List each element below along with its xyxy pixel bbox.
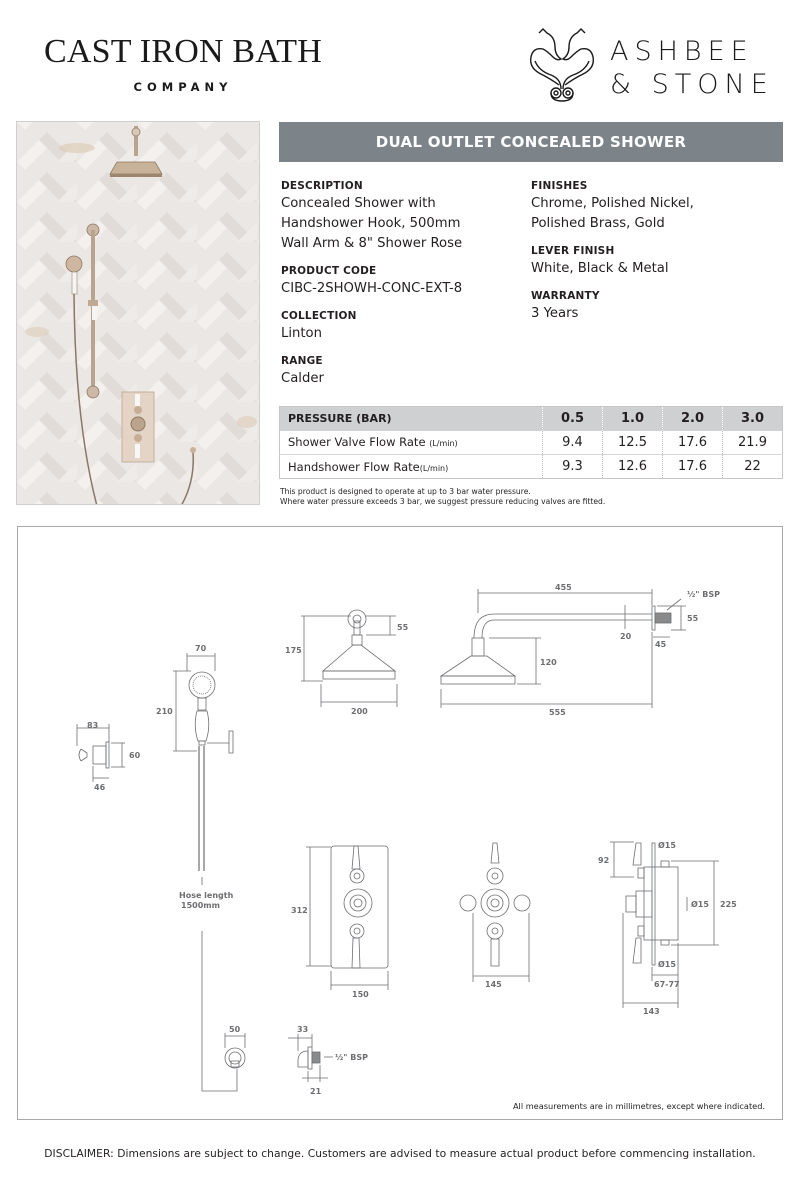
spec-description bbox=[281, 178, 521, 254]
flow-value: 21.9 bbox=[723, 431, 783, 455]
dim-plate-height: 55 bbox=[687, 614, 699, 623]
technical-diagram bbox=[17, 526, 783, 1120]
flow-value: 12.6 bbox=[603, 455, 663, 479]
dim-outlet-width: 50 bbox=[229, 1025, 241, 1034]
flow-value: 9.3 bbox=[543, 455, 603, 479]
row-label bbox=[280, 431, 543, 455]
brand-name-line1: ASHBEE bbox=[610, 36, 754, 67]
brand-name-line2: & STONE bbox=[610, 69, 774, 100]
dim-depth-range: 67-77 bbox=[654, 980, 680, 989]
specs-right bbox=[531, 178, 781, 333]
flow-value: 12.5 bbox=[603, 431, 663, 455]
dim-outlet-side-width: 33 bbox=[297, 1025, 309, 1034]
rose-side-drawing bbox=[441, 589, 686, 708]
hose-length-label: Hose length bbox=[179, 891, 234, 900]
pressure-value: 0.5 bbox=[543, 407, 603, 431]
spec-finishes bbox=[531, 178, 781, 234]
spec-label: RANGE bbox=[281, 355, 323, 367]
pressure-header-label: PRESSURE (BAR) bbox=[288, 412, 392, 426]
dim-outlet: Ø15 bbox=[691, 900, 709, 909]
dim-rose-height: 175 bbox=[285, 646, 302, 655]
row-unit: (L/min) bbox=[419, 463, 449, 473]
spec-label: WARRANTY bbox=[531, 290, 600, 302]
measurement-note: All measurements are in millimetres, except where indicated. bbox=[512, 1101, 765, 1111]
brand-title: CAST IRON BATH bbox=[44, 33, 322, 70]
pressure-note-line: This product is designed to operate at up to 3 bar water pressure. bbox=[280, 487, 531, 496]
pressure-table bbox=[279, 406, 783, 479]
dim-rose-drop: 120 bbox=[540, 658, 557, 667]
spec-lever-finish bbox=[531, 243, 781, 279]
spec-value: Linton bbox=[281, 326, 322, 341]
dim-valve-height: 225 bbox=[720, 900, 737, 909]
dim-rose-arm: 55 bbox=[397, 623, 409, 632]
spec-label: PRODUCT CODE bbox=[281, 265, 377, 277]
table-row bbox=[280, 455, 783, 479]
pressure-value: 1.0 bbox=[603, 407, 663, 431]
spec-value: Calder bbox=[281, 371, 324, 386]
flow-value: 17.6 bbox=[663, 455, 723, 479]
hook-drawing bbox=[77, 724, 125, 782]
dim-depth-total: 143 bbox=[643, 1007, 660, 1016]
dim-thread-length: 45 bbox=[655, 640, 667, 649]
valve-exposed-drawing bbox=[460, 843, 530, 982]
dim-inlet-top: Ø15 bbox=[658, 841, 676, 850]
spec-label: LEVER FINISH bbox=[531, 245, 615, 257]
dim-overall-length: 555 bbox=[549, 708, 566, 717]
dim-hook-width: 83 bbox=[87, 721, 99, 730]
spec-collection bbox=[281, 308, 521, 344]
row-label-text: Shower Valve Flow Rate bbox=[288, 435, 430, 450]
spec-range bbox=[281, 353, 521, 389]
product-title: DUAL OUTLET CONCEALED SHOWER bbox=[279, 122, 783, 162]
dim-outlet-bsp: ½" BSP bbox=[335, 1053, 368, 1062]
dim-arm-bsp: ½" BSP bbox=[687, 590, 720, 599]
dim-inlet-bottom: Ø15 bbox=[658, 960, 676, 969]
specs-left bbox=[281, 178, 521, 398]
dim-hook-depth: 46 bbox=[94, 783, 106, 792]
spec-label: DESCRIPTION bbox=[281, 180, 363, 192]
dim-arm-diameter: 20 bbox=[620, 632, 632, 641]
dim-hook-height: 60 bbox=[129, 751, 141, 760]
disclaimer: DISCLAIMER: Dimensions are subject to change. Customers are advised to measure actual product before commencing installation. bbox=[44, 1147, 756, 1160]
outlet-side-drawing bbox=[288, 1034, 333, 1082]
handshower-drawing bbox=[173, 653, 237, 1091]
spec-value: CIBC-2SHOWH-CONC-EXT-8 bbox=[281, 281, 463, 296]
spec-label: COLLECTION bbox=[281, 310, 357, 322]
dim-arm-projection: 455 bbox=[555, 583, 572, 592]
dim-rose-diameter: 200 bbox=[351, 707, 368, 716]
row-label bbox=[280, 455, 543, 479]
dim-handshower-height: 210 bbox=[156, 707, 173, 716]
valve-plate-drawing bbox=[306, 846, 388, 990]
spec-value: White, Black & Metal bbox=[531, 261, 669, 276]
hose-length-value: 1500mm bbox=[181, 901, 220, 910]
flow-value: 17.6 bbox=[663, 431, 723, 455]
pressure-note-line: Where water pressure exceeds 3 bar, we suggest pressure reducing valves are fitted. bbox=[280, 497, 606, 506]
spec-value: 3 Years bbox=[531, 306, 579, 321]
table-row bbox=[280, 431, 783, 455]
flow-value: 22 bbox=[723, 455, 783, 479]
rose-front-drawing bbox=[301, 610, 397, 707]
pressure-value: 2.0 bbox=[663, 407, 723, 431]
product-photo bbox=[16, 121, 260, 505]
brand-subtitle: COMPANY bbox=[133, 80, 233, 94]
spec-product-code bbox=[281, 263, 521, 299]
dim-outlet-thread: 21 bbox=[310, 1087, 322, 1096]
cast-iron-bath-logo bbox=[28, 34, 338, 94]
spec-label: FINISHES bbox=[531, 180, 588, 192]
spec-value: Concealed Shower with Handshower Hook, 500mm Wall Arm & 8" Shower Rose bbox=[281, 196, 463, 251]
spec-value: Chrome, Polished Nickel, Polished Brass, Gold bbox=[531, 196, 694, 231]
seahorse-pair-icon bbox=[525, 27, 599, 103]
dim-exposed-width: 145 bbox=[485, 980, 502, 989]
dim-handshower-width: 70 bbox=[195, 644, 207, 653]
row-label-text: Handshower Flow Rate bbox=[288, 459, 420, 474]
ashbee-stone-logo bbox=[525, 25, 785, 105]
brand-name bbox=[610, 35, 774, 101]
pressure-header-row bbox=[280, 407, 783, 431]
dim-plate-width-150: 150 bbox=[352, 990, 369, 999]
dim-lever-height: 92 bbox=[598, 856, 610, 865]
spec-warranty bbox=[531, 288, 781, 324]
flow-value: 9.4 bbox=[543, 431, 603, 455]
pressure-value: 3.0 bbox=[723, 407, 783, 431]
pressure-note bbox=[280, 487, 605, 507]
row-unit: (L/min) bbox=[429, 439, 458, 449]
dim-plate-height-312: 312 bbox=[291, 906, 308, 915]
outlet-front-drawing bbox=[225, 1033, 245, 1068]
